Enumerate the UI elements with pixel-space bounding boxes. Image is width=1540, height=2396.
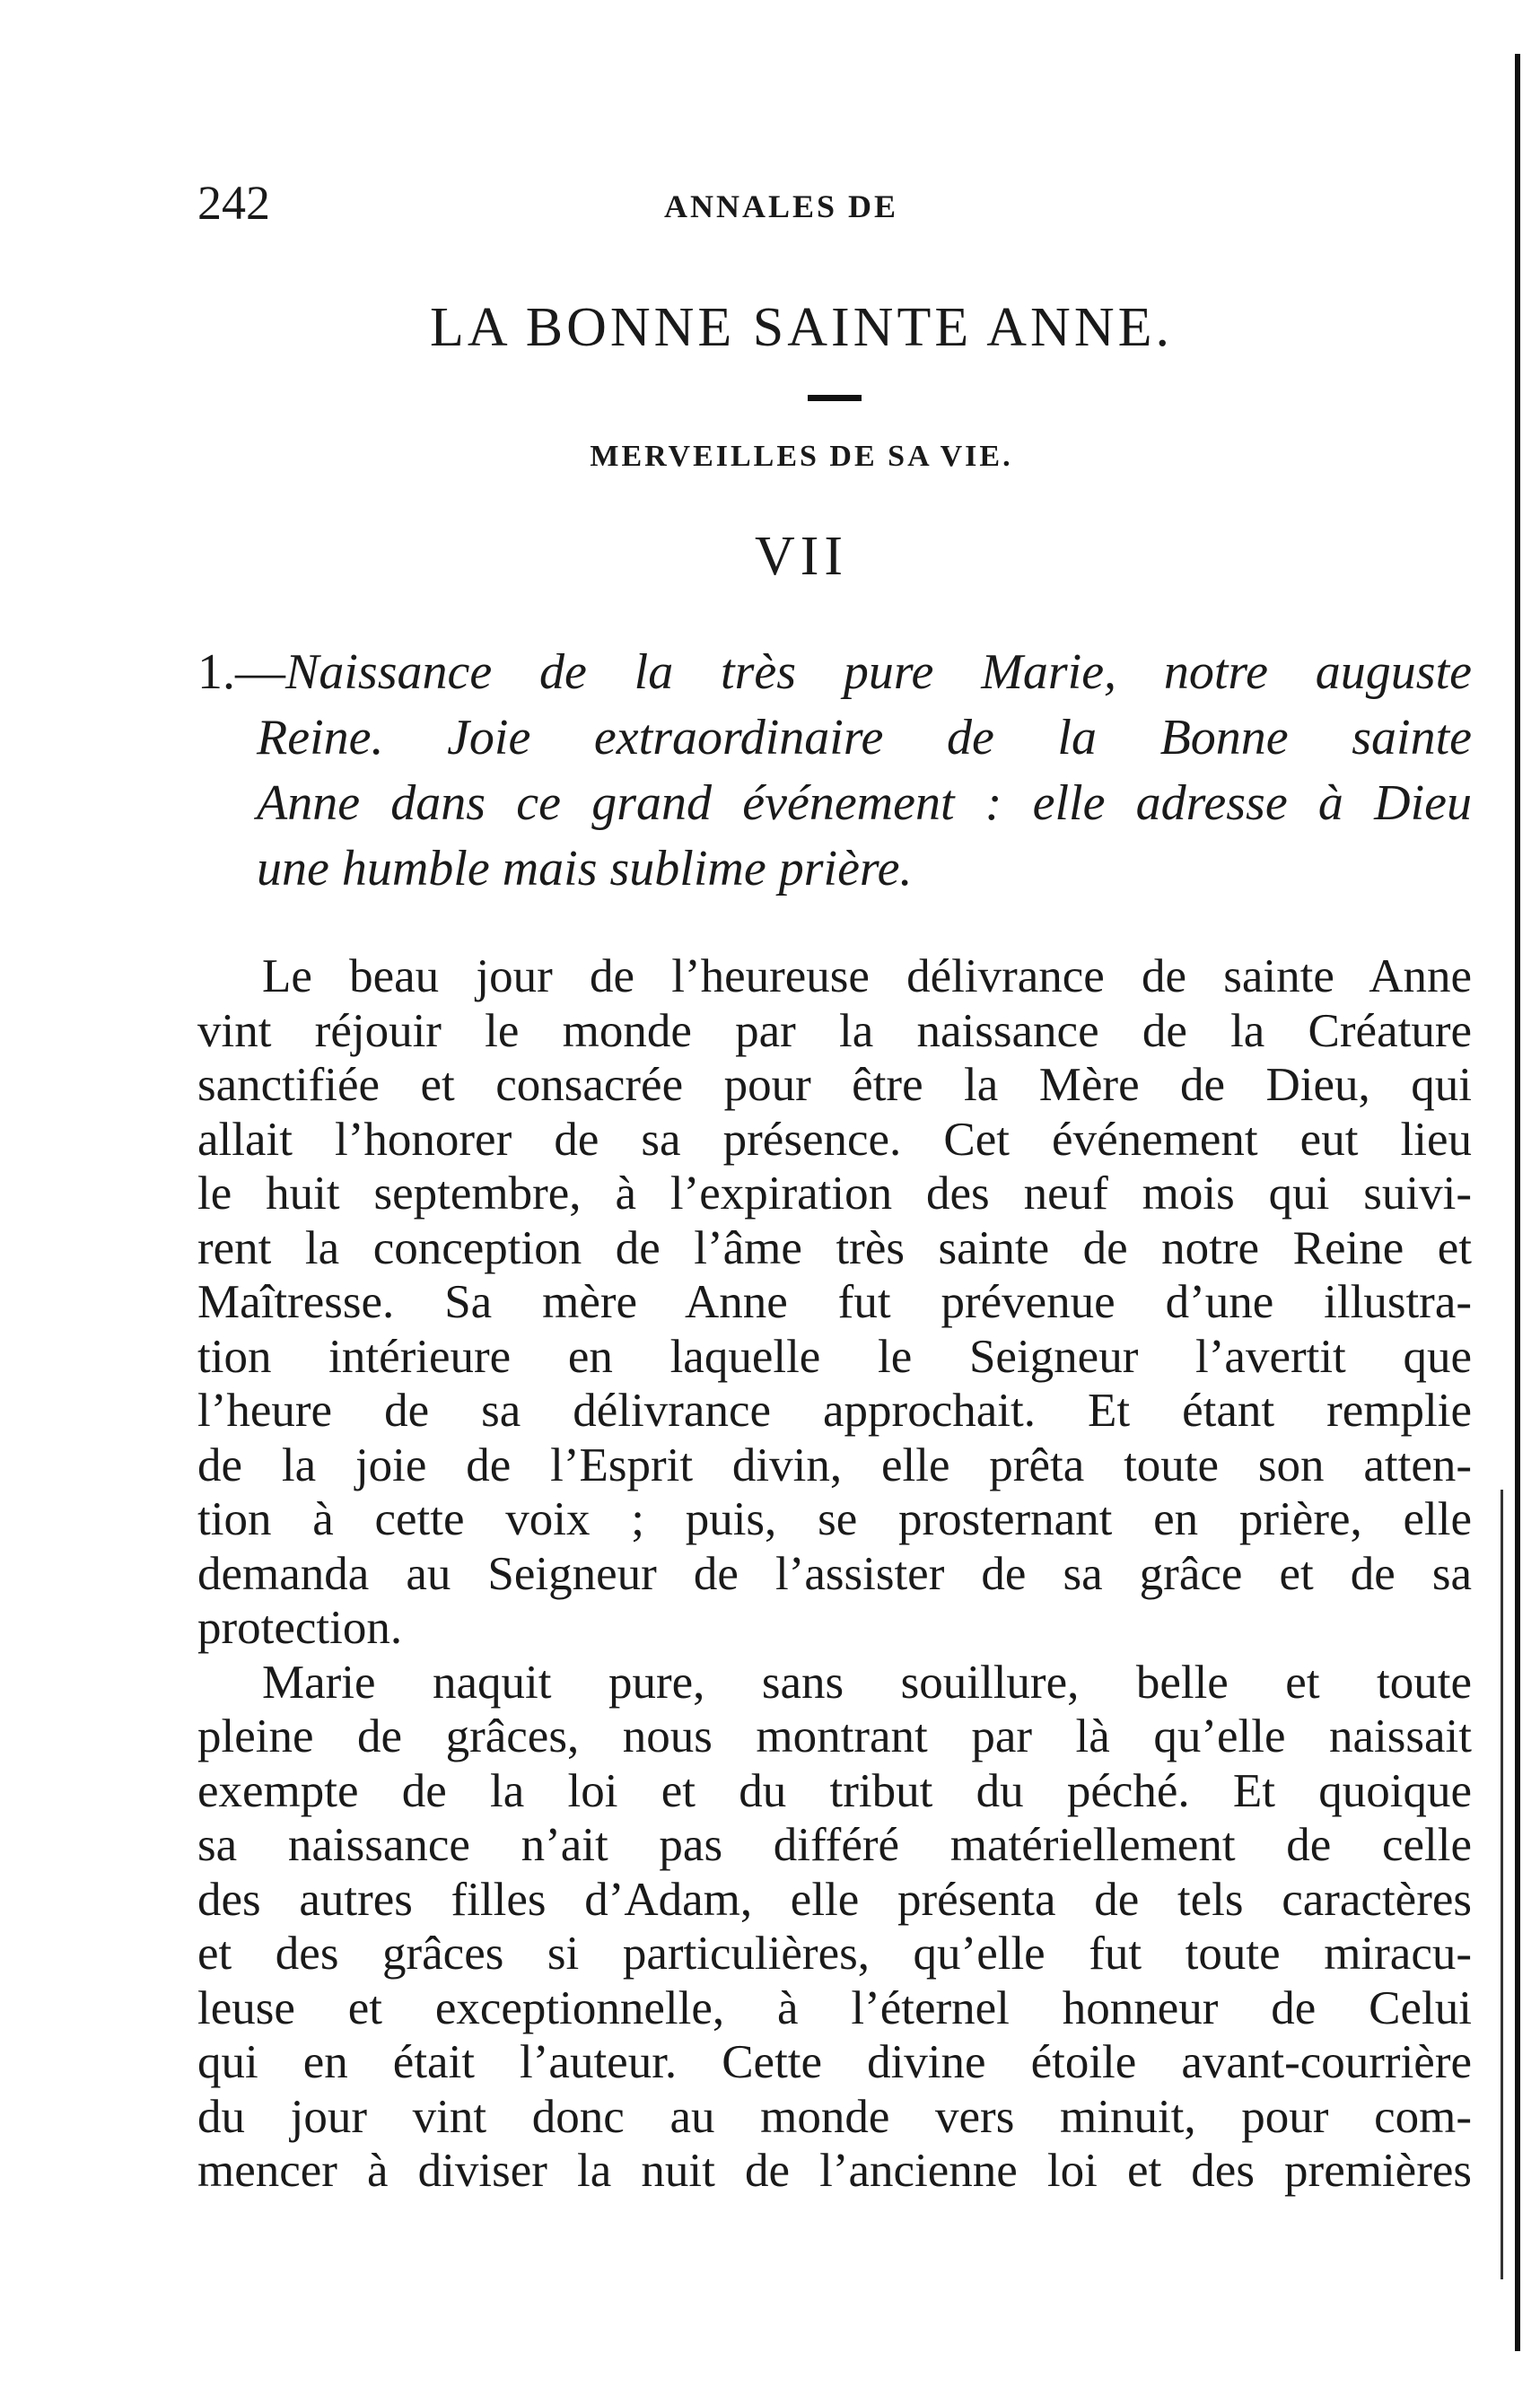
text-line: du jour vint donc au monde vers minuit, pour com- xyxy=(197,2090,1472,2143)
text-line: mencer à diviser la nuit de l’ancienne loi et des premières xyxy=(197,2145,1472,2197)
title-rule xyxy=(808,395,862,401)
text-line: rent la conception de l’âme très sainte de notre Reine et xyxy=(197,1221,1472,1274)
text-line: Le beau jour de l’heureuse délivrance de sainte Anne xyxy=(262,950,1472,1002)
body-text xyxy=(197,949,1472,2199)
page-edge-shadow-inner xyxy=(1501,1490,1503,2279)
page-edge-shadow xyxy=(1515,54,1520,2351)
article-title: LA BONNE SAINTE ANNE. xyxy=(430,297,1173,358)
text-line: le huit septembre, à l’expiration des neuf mois qui suivi- xyxy=(197,1167,1472,1220)
text-line: demanda au Seigneur de l’assister de sa grâce et de sa xyxy=(197,1547,1472,1600)
text-line: sa naissance n’ait pas différé matériellement de celle xyxy=(197,1819,1472,1871)
text-line: l’heure de sa délivrance approchait. Et étant remplie xyxy=(197,1385,1472,1437)
text-line: Maîtresse. Sa mère Anne fut prévenue d’une illustra- xyxy=(197,1276,1472,1328)
page-header xyxy=(197,175,1472,238)
summary-number: 1.— xyxy=(197,644,285,700)
text-line: et des grâces si particulières, qu’elle fut toute miracu- xyxy=(197,1928,1472,1980)
text-line: tion à cette voix ; puis, se prosternant en prière, elle xyxy=(197,1493,1472,1545)
text-line: tion intérieure en laquelle le Seigneur l’avertit que xyxy=(197,1330,1472,1383)
paragraph-1 xyxy=(197,949,1472,1656)
text-line: exempte de la loi et du tribut du péché. Et quoique xyxy=(197,1764,1472,1817)
summary-line: Anne dans ce grand événement : elle adresse à Dieu xyxy=(257,775,1472,831)
text-line: protection. xyxy=(197,1602,403,1654)
summary-line: 1.—Naissance de la très pure Marie, notre auguste xyxy=(197,644,1472,700)
text-line: vint réjouir le monde par la naissance de la Créature xyxy=(197,1004,1472,1057)
text-line: des autres filles d’Adam, elle présenta de tels caractères xyxy=(197,1873,1472,1926)
article-subtitle: MERVEILLES DE SA VIE. xyxy=(590,440,1013,473)
text-line: pleine de grâces, nous montrant par là qu’elle naissait xyxy=(197,1710,1472,1762)
text-line: Marie naquit pure, sans souillure, belle et toute xyxy=(262,1656,1472,1709)
text-line: leuse et exceptionnelle, à l’éternel honneur de Celui xyxy=(197,1981,1472,2034)
chapter-summary xyxy=(197,640,1472,902)
page-number: 242 xyxy=(197,176,270,230)
text-line: de la joie de l’Esprit divin, elle prêta toute son atten- xyxy=(197,1438,1472,1491)
summary-line: Reine. Joie extraordinaire de la Bonne sainte xyxy=(257,710,1472,765)
text-line: allait l’honorer de sa présence. Cet événement eut lieu xyxy=(197,1113,1472,1166)
summary-line: une humble mais sublime prière. xyxy=(257,841,913,896)
running-head: ANNALES DE xyxy=(664,188,899,224)
text-line: qui en était l’auteur. Cette divine étoile avant-courrière xyxy=(197,2036,1472,2088)
text-line: sanctifiée et consacrée pour être la Mère de Dieu, qui xyxy=(197,1059,1472,1111)
chapter-number: VII xyxy=(754,526,849,587)
paragraph-2 xyxy=(197,1656,1472,2199)
